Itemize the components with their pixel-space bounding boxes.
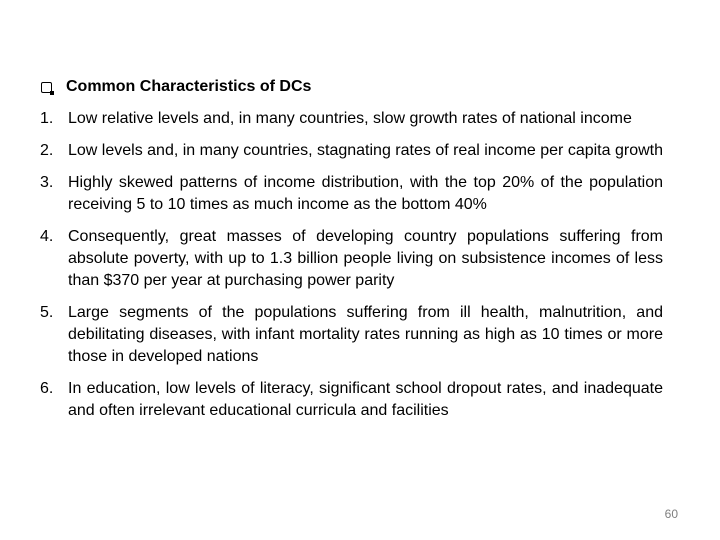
list-item-number: 4.	[40, 228, 54, 245]
list-item	[40, 378, 663, 422]
list-item-number: 1.	[40, 110, 54, 127]
list-item	[40, 226, 663, 292]
list-item-text: In education, low levels of literacy, significant school dropout rates, and inadequate and often irrelevant educational curricula and facilities	[68, 380, 663, 419]
list-item-number: 3.	[40, 174, 54, 191]
list-item-number: 5.	[40, 304, 54, 321]
list-item-number: 6.	[40, 380, 54, 397]
list-item-text: Low levels and, in many countries, stagnating rates of real income per capita growth	[68, 142, 663, 159]
list-item-number: 2.	[40, 142, 54, 159]
list-item-text: Consequently, great masses of developing country populations suffering from absolute poverty, with up to 1.3 billion people living on subsistence incomes of less than $370 per year at purchasing power parity	[68, 228, 663, 289]
list-item-text: Large segments of the populations suffering from ill health, malnutrition, and debilitating diseases, with infant mortality rates running as high as 10 times or more those in developed nations	[68, 304, 663, 365]
heading-text: Common Characteristics of DCs	[66, 78, 312, 95]
list-item	[40, 108, 663, 130]
list-item	[40, 172, 663, 216]
characteristics-list	[40, 108, 663, 432]
list-item-text: Highly skewed patterns of income distribution, with the top 20% of the population receiving 5 to 10 times as much income as the bottom 40%	[68, 174, 663, 213]
list-item-text: Low relative levels and, in many countries, slow growth rates of national income	[68, 110, 632, 127]
list-item	[40, 140, 663, 162]
slide-heading	[41, 77, 681, 97]
checkbox-bullet-icon	[41, 82, 52, 93]
page-number: 60	[664, 507, 678, 521]
list-item	[40, 302, 663, 368]
